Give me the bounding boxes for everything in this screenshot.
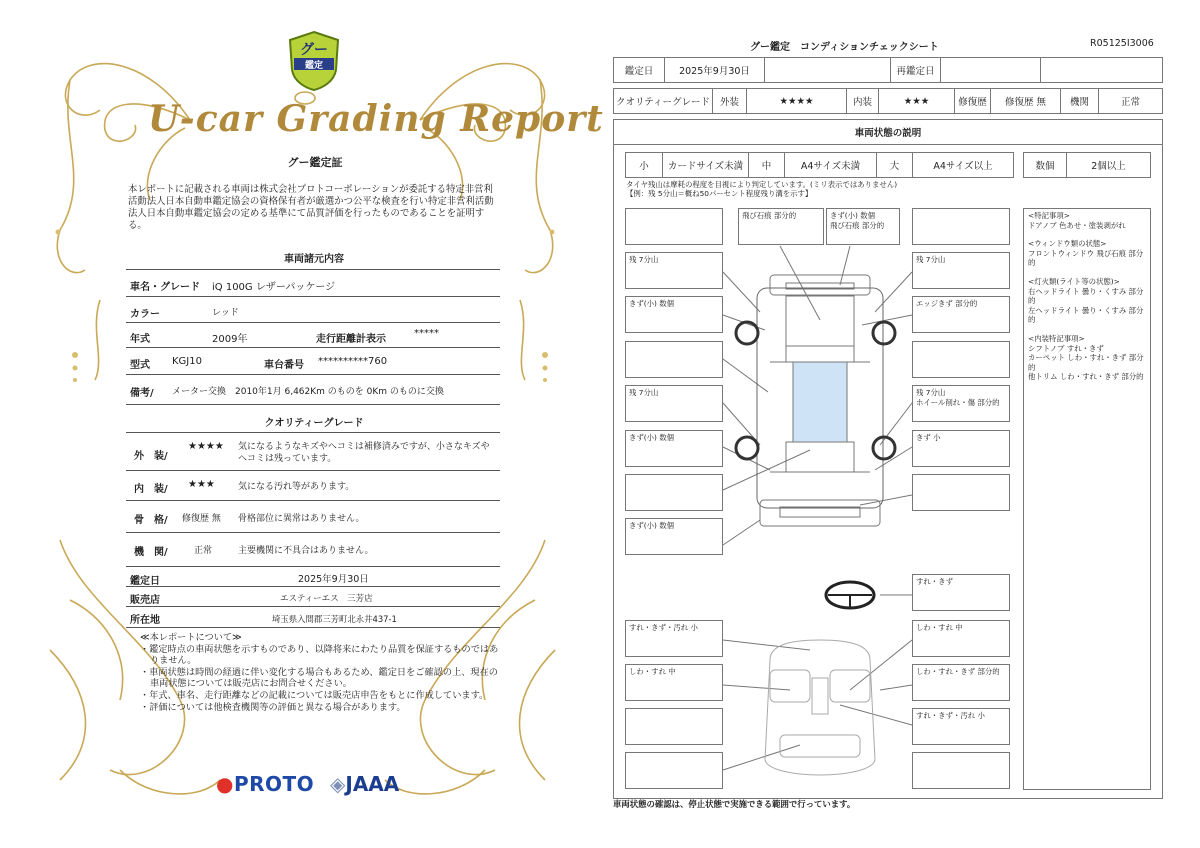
spec-row-remark xyxy=(126,374,500,405)
jaaa-mark-icon: ◈ xyxy=(330,772,346,796)
info-row-date xyxy=(126,566,500,587)
size-large-desc: A4サイズ以上 xyxy=(912,153,1013,177)
quality-row-interior xyxy=(126,470,500,501)
appraisal-date-value: 2025年9月30日 xyxy=(298,574,369,585)
dealer-label: 販売店 xyxy=(130,595,160,606)
interior-label: 内 装/ xyxy=(134,484,168,495)
condition-box-interior-left-4 xyxy=(625,752,723,789)
interior-stars: ★★★ xyxy=(878,89,954,113)
script-title: U-car Grading Report xyxy=(148,98,604,140)
exterior-label: 外 装/ xyxy=(134,451,168,462)
exterior-text: 気になるようなキズやヘコミは補修済みですが、小さなキズやヘコミは残っています。 xyxy=(238,442,490,464)
condition-box-right-1 xyxy=(912,208,1010,245)
jaaa-logo: ◈JAAA xyxy=(330,772,400,796)
repair-value: 修復歴 無 xyxy=(990,89,1060,113)
condition-box-top-2: きず(小) 数個 飛び石痕 部分的 xyxy=(826,208,900,245)
condition-box-right-7 xyxy=(912,474,1010,511)
remarks-line: フロントウィンドウ 飛び石痕 部分的 xyxy=(1028,248,1144,268)
remarks-line: シフトノブ すれ・きず xyxy=(1028,343,1104,353)
remark-value: メーター交換 2010年1月 6,462Km のものを 0Km のものに交換 xyxy=(172,387,444,397)
model-label: 型式 xyxy=(130,360,150,371)
sheet-id: R05125I3006 xyxy=(1090,38,1154,49)
reappraisal-label: 再鑑定日 xyxy=(890,58,940,82)
condition-box-right-5: 残 7分山 ホイール削れ・傷 部分的 xyxy=(912,385,1010,422)
engine-text: 主要機関に不具合はありません。 xyxy=(238,546,374,556)
note-item: ・車両状態は時間の経過に伴い変化する場合もあるため、鑑定日をご確認の上、現在の車両状態については販売店にお問合せください。 xyxy=(140,666,498,690)
condition-box-left-5: 残 7分山 xyxy=(625,385,723,422)
condition-box-left-8: きず(小) 数個 xyxy=(625,518,723,555)
year-value: 2009年 xyxy=(212,334,248,345)
mileage-label: 走行距離計表示 xyxy=(316,334,386,345)
condition-box-interior-right-1: しわ・すれ 中 xyxy=(912,620,1010,657)
proto-logo: ●PROTO xyxy=(216,772,315,796)
remarks-group xyxy=(1028,277,1146,325)
info-row-dealer xyxy=(126,586,500,607)
size-large: 大 xyxy=(876,153,912,177)
quality-row-exterior xyxy=(126,432,500,471)
date-label: 鑑定日 xyxy=(624,66,654,77)
engine-value: 正常 xyxy=(194,546,213,556)
condition-title: 車両状態の説明 xyxy=(614,120,1162,145)
spec-row-year xyxy=(126,322,500,348)
condition-box-left-7 xyxy=(625,474,723,511)
info-row-address xyxy=(126,606,500,628)
condition-box-interior-right-3: すれ・きず・汚れ 小 xyxy=(912,708,1010,745)
name-label: 車名・グレード xyxy=(130,282,200,293)
remarks-line: カーペット しわ・すれ・きず 部分的 xyxy=(1028,353,1144,372)
tire-note-2: 【例：残 5分山＝概ね50パーセント程度残り溝を示す】 xyxy=(626,189,813,198)
remarks-line: 左ヘッドライト 曇り・くすみ 部分的 xyxy=(1028,305,1144,325)
condition-box-right-2: 残 7分山 xyxy=(912,252,1010,289)
notes-title: ≪本レポートについて≫ xyxy=(140,632,242,643)
remarks-group xyxy=(1028,334,1146,382)
remarks-line: ドアノブ 色あせ・塗装剥がれ xyxy=(1028,220,1126,230)
count-label: 数個 xyxy=(1035,161,1055,172)
frame-text: 骨格部位に異常はありません。 xyxy=(238,514,365,524)
svg-text:グー: グー xyxy=(300,42,328,58)
interior-stars: ★★★ xyxy=(188,479,215,490)
remarks-panel xyxy=(1023,208,1151,790)
exterior-stars: ★★★★ xyxy=(188,441,224,452)
condition-box-right-4 xyxy=(912,341,1010,378)
spec-row-name xyxy=(126,269,500,296)
remarks-title: <灯火類(ライト等の状態)> xyxy=(1028,276,1120,286)
condition-box-left-1 xyxy=(625,208,723,245)
remark-label: 備考/ xyxy=(130,388,154,399)
spec-row-model xyxy=(126,347,500,374)
name-value: iQ 100G レザーパッケージ xyxy=(212,282,336,293)
proto-mark-icon: ● xyxy=(216,772,234,796)
remarks-line: 他トリム しわ・すれ・きず 部分的 xyxy=(1028,372,1144,382)
remarks-group xyxy=(1028,239,1146,268)
remarks-line: 右ヘッドライト 曇り・くすみ 部分的 xyxy=(1028,286,1144,306)
quality-section-title: クオリティーグレード xyxy=(264,418,364,429)
quality-row-engine xyxy=(126,532,500,565)
remarks-title: <特記事項> xyxy=(1028,211,1070,220)
note-item: ・評価については他検査機関等の評価と異なる場合があります。 xyxy=(140,701,406,713)
engine-label: 機関 xyxy=(1060,89,1098,113)
engine-label: 機 関/ xyxy=(134,547,168,558)
condition-box-interior-left-3 xyxy=(625,708,723,745)
exterior-label: 外装 xyxy=(712,89,746,113)
quality-label: クオリティーグレード xyxy=(615,97,711,108)
condition-box-left-4 xyxy=(625,341,723,378)
chassis-value: **********760 xyxy=(318,356,388,367)
spec-row-color xyxy=(126,296,500,323)
condition-box-steering: すれ・きず xyxy=(912,574,1010,611)
address-value: 埼玉県入間郡三芳町北永井437-1 xyxy=(272,614,397,624)
model-value: KGJ10 xyxy=(172,356,202,367)
certificate-text: 本レポートに記載される車両は株式会社プロトコーポレーションが委託する特定非営利活動法人日本自動車鑑定協会の資格保有者が厳選かつ公平な検査を行い特定非営利活動法人日本自動車鑑定協会の定める基準にて品質評価を行ったものであることを証明する。 xyxy=(128,184,494,231)
condition-box-left-6: きず(小) 数個 xyxy=(625,430,723,467)
size-medium-desc: A4サイズ未満 xyxy=(784,153,876,177)
sheet-title: グー鑑定 コンディションチェックシート xyxy=(750,42,939,53)
tire-note-1: タイヤ残山は摩耗の程度を目視により判定しています。(ミリ表示ではありません) xyxy=(626,180,898,189)
interior-text: 気になる汚れ等があります。 xyxy=(238,482,355,492)
size-small: 小 xyxy=(639,161,649,172)
dealer-value: エスティーエス 三芳店 xyxy=(280,594,373,604)
frame-label: 骨 格/ xyxy=(134,515,168,526)
size-small-desc: カードサイズ未満 xyxy=(662,153,748,177)
mileage-value: ***** xyxy=(414,328,439,339)
report-notes xyxy=(140,632,500,713)
quality-row-frame xyxy=(126,500,500,533)
color-label: カラー xyxy=(130,309,160,320)
condition-box-interior-right-4 xyxy=(912,752,1010,789)
footer-note: 車両状態の確認は、停止状態で実施できる範囲で行っています。 xyxy=(613,799,856,809)
note-item: ・年式、車名、走行距離などの記載については販売店申告をもとに作成しています。 xyxy=(140,689,489,701)
condition-box-left-3: きず(小) 数個 xyxy=(625,296,723,333)
remarks-title: <内装特記事項> xyxy=(1028,333,1085,343)
goo-appraisal-badge-icon xyxy=(286,30,342,92)
color-value: レッド xyxy=(212,308,239,318)
chassis-label: 車台番号 xyxy=(264,360,304,371)
date-value: 2025年9月30日 xyxy=(664,58,764,82)
condition-box-left-2: 残 7分山 xyxy=(625,252,723,289)
remarks-title: <ウィンドウ類の状態> xyxy=(1028,239,1107,249)
condition-box-right-6: きず 小 xyxy=(912,430,1010,467)
condition-box-interior-left-2: しわ・すれ 中 xyxy=(625,664,723,701)
spec-section-title: 車両諸元内容 xyxy=(284,254,344,265)
note-item: ・鑑定時点の車両状態を示すものであり、以降将来にわたり品質を保証するものではありません。 xyxy=(140,643,499,667)
condition-box-right-3: エッジきず 部分的 xyxy=(912,296,1010,333)
interior-label: 内装 xyxy=(846,89,878,113)
address-label: 所在地 xyxy=(130,615,160,626)
engine-value: 正常 xyxy=(1098,89,1162,113)
count-desc: 2個以上 xyxy=(1066,153,1150,177)
condition-box-top-1: 飛び石痕 部分的 xyxy=(738,208,824,245)
certificate-title: グー鑑定証 xyxy=(287,156,343,169)
appraisal-date-label: 鑑定日 xyxy=(130,576,160,587)
year-label: 年式 xyxy=(130,334,150,345)
remarks-group xyxy=(1028,211,1146,230)
repair-label: 修復歴 xyxy=(954,89,990,113)
frame-value: 修復歴 無 xyxy=(182,514,221,524)
exterior-stars: ★★★★ xyxy=(746,89,846,113)
condition-box-interior-right-2: しわ・すれ・きず 部分的 xyxy=(912,664,1010,701)
svg-text:鑑定: 鑑定 xyxy=(304,61,324,71)
condition-box-interior-left-1: すれ・きず・汚れ 小 xyxy=(625,620,723,657)
size-medium: 中 xyxy=(748,153,784,177)
